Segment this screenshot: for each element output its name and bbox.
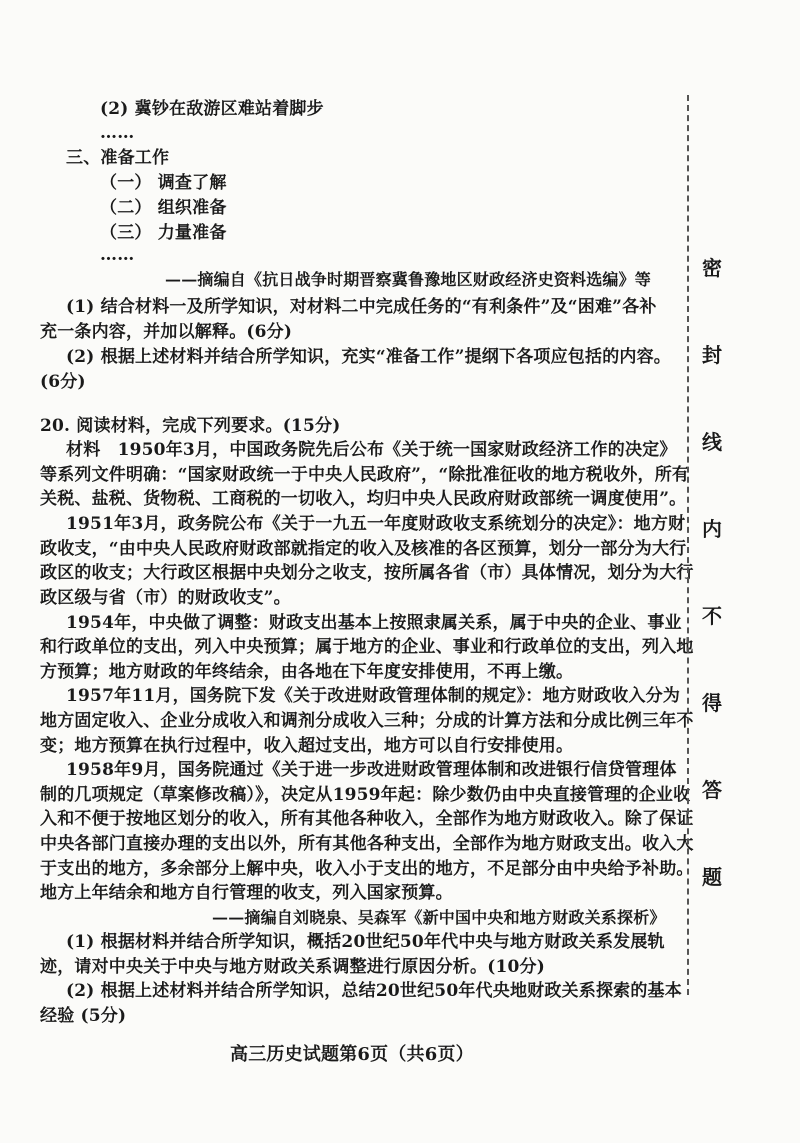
q19-part2-line2: (6分) bbox=[40, 372, 86, 392]
q20-paragraph-line: 材料 1950年3月，中国政务院先后公布《关于统一国家财政经济工作的决定》 bbox=[66, 440, 677, 460]
ellipsis: …… bbox=[100, 123, 135, 143]
q20-paragraph-line: 政区的收支；大行政区根据中央划分之收支，按所属各省（市）具体情况，划分为大行 bbox=[40, 563, 694, 583]
q20-part1-line1: (1) 根据材料并结合所学知识，概括20世纪50年代中央与地方财政关系发展轨 bbox=[66, 932, 665, 952]
ellipsis: …… bbox=[100, 245, 135, 265]
q19-part2-line1: (2) 根据上述材料并结合所学知识，充实“准备工作”提纲下各项应包括的内容。 bbox=[66, 347, 671, 367]
material-source: ——摘编自《抗日战争时期晋察冀鲁豫地区财政经济史资料选编》等 bbox=[165, 270, 652, 289]
q20-paragraph-line: 地方上年结余和地方自行管理的收支，列入国家预算。 bbox=[40, 883, 453, 903]
seal-char: 答 bbox=[702, 778, 722, 802]
q20-paragraph-line: 和行政单位的支出，列入中央预算；属于地方的企业、事业和行政单位的支出，列入地 bbox=[40, 637, 694, 657]
q19-part1-line2: 充一条内容，并加以解释。(6分) bbox=[40, 322, 293, 342]
q20-paragraph-line: 入和不便于按地区划分的收入，所有其他各种收入，全部作为地方财政收入。除了保证 bbox=[40, 809, 694, 829]
q19-part1-line1: (1) 结合材料一及所学知识，对材料二中完成任务的“有利条件”及“困难”各补 bbox=[66, 297, 657, 317]
q20-paragraph-line: 地方固定收入、企业分成收入和调剂分成收入三种；分成的计算方法和分成比例三年不 bbox=[40, 711, 694, 731]
seal-char: 得 bbox=[702, 691, 722, 715]
section-title: 三、准备工作 bbox=[66, 148, 170, 168]
q20-paragraph-line: 关税、盐税、货物税、工商税的一切收入，均归中央人民政府财政部统一调度使用”。 bbox=[40, 489, 687, 509]
sub-item-2: （二） 组织准备 bbox=[100, 198, 227, 218]
q20-paragraph-line: 政收支，“由中央人民政府财政部就指定的收入及核准的各区预算，划分一部分为大行 bbox=[40, 539, 687, 559]
q20-paragraph-line: 变；地方预算在执行过程中，收入超过支出，地方可以自行安排使用。 bbox=[40, 736, 574, 756]
q20-paragraph-line: 等系列文件明确：“国家财政统一于中央人民政府”，“除批准征收的地方税收外，所有 bbox=[40, 465, 690, 485]
seal-char: 题 bbox=[702, 865, 722, 889]
q20-source: ——摘编自刘晓泉、吴森军《新中国中央和地方财政关系探析》 bbox=[212, 908, 666, 927]
q20-paragraph-line: 制的几项规定（草案修改稿）》，决定从1959年起：除少数仍由中央直接管理的企业收 bbox=[40, 785, 691, 805]
material-item-2: (2) 冀钞在敌游区难站着脚步 bbox=[100, 99, 324, 119]
seal-char: 封 bbox=[702, 343, 722, 367]
q20-paragraph-line: 中央各部门直接办理的支出以外，所有其他各种支出，全部作为地方财政支出。收入大 bbox=[40, 834, 694, 854]
sub-item-3: （三） 力量准备 bbox=[100, 223, 227, 243]
seal-char: 内 bbox=[702, 517, 722, 541]
binding-dashed-line bbox=[687, 95, 689, 995]
q20-paragraph-line: 1951年3月，政务院公布《关于一九五一年度财政收支系统划分的决定》：地方财 bbox=[66, 514, 686, 534]
q20-title: 20. 阅读材料，完成下列要求。(15分) bbox=[40, 416, 341, 436]
seal-char: 密 bbox=[702, 256, 722, 280]
sub-item-1: （一） 调查了解 bbox=[100, 173, 227, 193]
q20-paragraph-line: 政区级与省（市）的财政收支”。 bbox=[40, 588, 291, 608]
q20-paragraph-line: 于支出的地方，多余部分上解中央，收入小于支出的地方，不足部分由中央给予补助。 bbox=[40, 859, 694, 879]
q20-part1-line2: 迹，请对中央关于中央与地方财政关系调整进行原因分析。(10分) bbox=[40, 957, 545, 977]
seal-char: 线 bbox=[702, 430, 722, 454]
q20-paragraph-line: 1958年9月，国务院通过《关于进一步改进财政管理体制和改进银行信贷管理体 bbox=[66, 760, 677, 780]
page-footer: 高三历史试题第6页（共6页） bbox=[230, 1044, 474, 1065]
q20-part2-line1: (2) 根据上述材料并结合所学知识，总结20世纪50年代央地财政关系探索的基本 bbox=[66, 981, 682, 1001]
q20-paragraph-line: 1957年11月，国务院下发《关于改进财政管理体制的规定》：地方财政收入分为 bbox=[66, 686, 681, 706]
seal-char: 不 bbox=[702, 604, 722, 628]
q20-paragraph-line: 1954年，中央做了调整：财政支出基本上按照隶属关系，属于中央的企业、事业 bbox=[66, 613, 682, 633]
q20-paragraph-line: 方预算；地方财政的年终结余，由各地在下年度安排使用，不再上缴。 bbox=[40, 662, 574, 682]
q20-part2-line2: 经验 (5分) bbox=[40, 1006, 127, 1026]
